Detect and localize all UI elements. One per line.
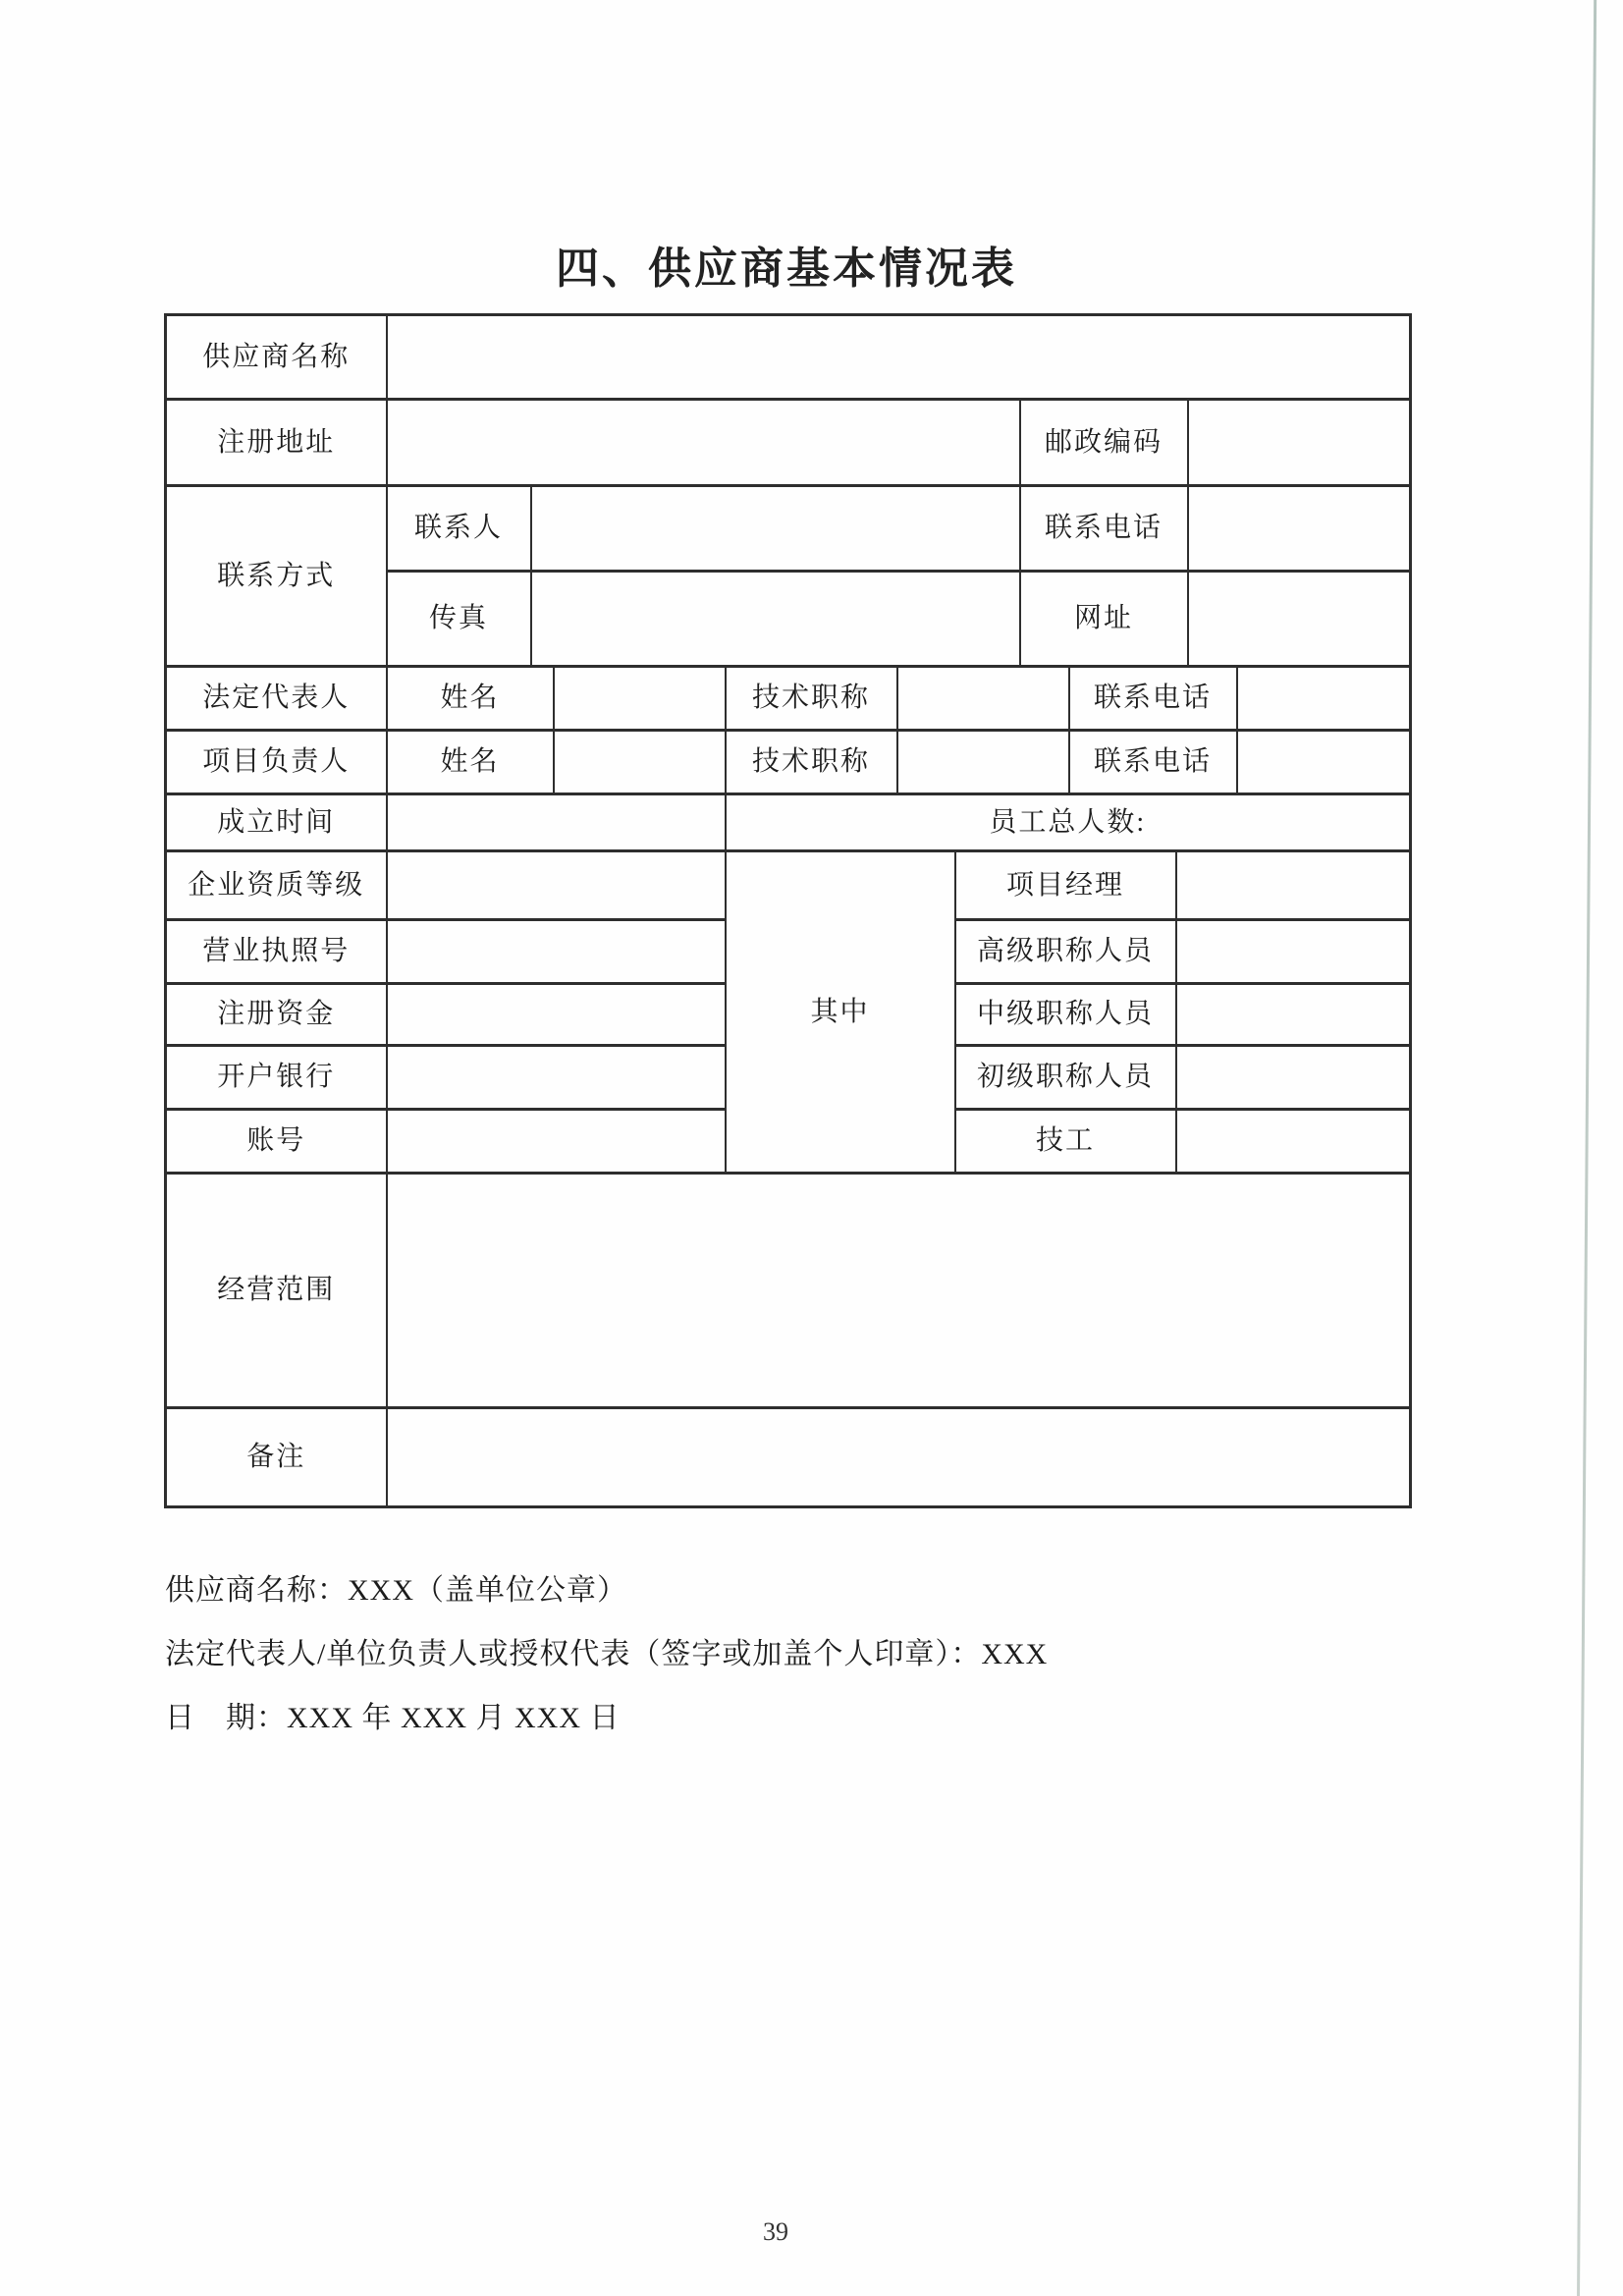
project-leader-phone-label: 联系电话	[1069, 731, 1237, 794]
total-employees-label: 员工总人数:	[726, 794, 1411, 851]
postal-code-value	[1188, 400, 1411, 486]
senior-title-staff-label: 高级职称人员	[955, 920, 1176, 984]
establish-date-label: 成立时间	[166, 794, 387, 851]
contact-method-label: 联系方式	[166, 486, 387, 667]
website-label: 网址	[1020, 572, 1188, 667]
contact-phone-label: 联系电话	[1020, 486, 1188, 572]
contact-person-label: 联系人	[387, 486, 531, 572]
contact-person-value	[531, 486, 1020, 572]
signature-block	[165, 1575, 1481, 1767]
project-manager-label: 项目经理	[955, 851, 1176, 920]
registered-address-value	[387, 400, 1020, 486]
supplier-name-label: 供应商名称	[166, 315, 387, 400]
page-number: 39	[763, 2217, 788, 2246]
legal-rep-tech-title-value	[897, 667, 1069, 731]
legal-rep-phone-value	[1237, 667, 1411, 731]
table-row	[166, 794, 1411, 851]
table-row	[166, 486, 1411, 572]
project-leader-phone-value	[1237, 731, 1411, 794]
business-scope-value	[387, 1174, 1411, 1408]
table-row	[166, 667, 1411, 731]
table-row	[166, 400, 1411, 486]
table-row	[166, 1408, 1411, 1507]
footer-supplier-name-line: 供应商名称：XXX（盖单位公章）	[165, 1574, 627, 1607]
skilled-workers-label: 技工	[955, 1110, 1176, 1174]
table-row	[166, 1174, 1411, 1408]
legal-rep-phone-label: 联系电话	[1069, 667, 1237, 731]
business-license-label: 营业执照号	[166, 920, 387, 984]
footer-legal-rep-line: 法定代表人/单位负责人或授权代表（签字或加盖个人印章）：XXX	[165, 1638, 1049, 1670]
junior-title-staff-label: 初级职称人员	[955, 1046, 1176, 1110]
among-which-label: 其中	[726, 851, 955, 1174]
business-scope-label: 经营范围	[166, 1174, 387, 1408]
skilled-workers-value	[1176, 1110, 1411, 1174]
qualification-level-value	[387, 851, 726, 920]
project-leader-tech-title-label: 技术职称	[726, 731, 897, 794]
junior-title-staff-value	[1176, 1046, 1411, 1110]
registered-capital-label: 注册资金	[166, 984, 387, 1046]
mid-title-staff-value	[1176, 984, 1411, 1046]
page-title: 四、供应商基本情况表	[556, 245, 1017, 293]
legal-rep-name-value	[554, 667, 726, 731]
business-license-value	[387, 920, 726, 984]
footer-date-line: 日 期：XXX 年 XXX 月 XXX 日	[165, 1702, 621, 1734]
contact-phone-value	[1188, 486, 1411, 572]
account-no-value	[387, 1110, 726, 1174]
legal-representative-label: 法定代表人	[166, 667, 387, 731]
fax-value	[531, 572, 1020, 667]
fax-label: 传真	[387, 572, 531, 667]
legal-rep-name-label: 姓名	[387, 667, 554, 731]
registered-capital-value	[387, 984, 726, 1046]
mid-title-staff-label: 中级职称人员	[955, 984, 1176, 1046]
project-leader-tech-title-value	[897, 731, 1069, 794]
registered-address-label: 注册地址	[166, 400, 387, 486]
project-leader-label: 项目负责人	[166, 731, 387, 794]
remarks-label: 备注	[166, 1408, 387, 1507]
table-row	[166, 851, 1411, 920]
scan-artifact-line	[1577, 0, 1596, 2296]
legal-rep-tech-title-label: 技术职称	[726, 667, 897, 731]
qualification-level-label: 企业资质等级	[166, 851, 387, 920]
postal-code-label: 邮政编码	[1020, 400, 1188, 486]
table-row	[166, 315, 1411, 400]
supplier-info-table	[164, 313, 1412, 1508]
establish-date-value	[387, 794, 726, 851]
website-value	[1188, 572, 1411, 667]
senior-title-staff-value	[1176, 920, 1411, 984]
account-no-label: 账号	[166, 1110, 387, 1174]
project-manager-value	[1176, 851, 1411, 920]
remarks-value	[387, 1408, 1411, 1507]
bank-value	[387, 1046, 726, 1110]
project-leader-name-value	[554, 731, 726, 794]
project-leader-name-label: 姓名	[387, 731, 554, 794]
table-row	[166, 731, 1411, 794]
supplier-name-value	[387, 315, 1411, 400]
bank-label: 开户银行	[166, 1046, 387, 1110]
